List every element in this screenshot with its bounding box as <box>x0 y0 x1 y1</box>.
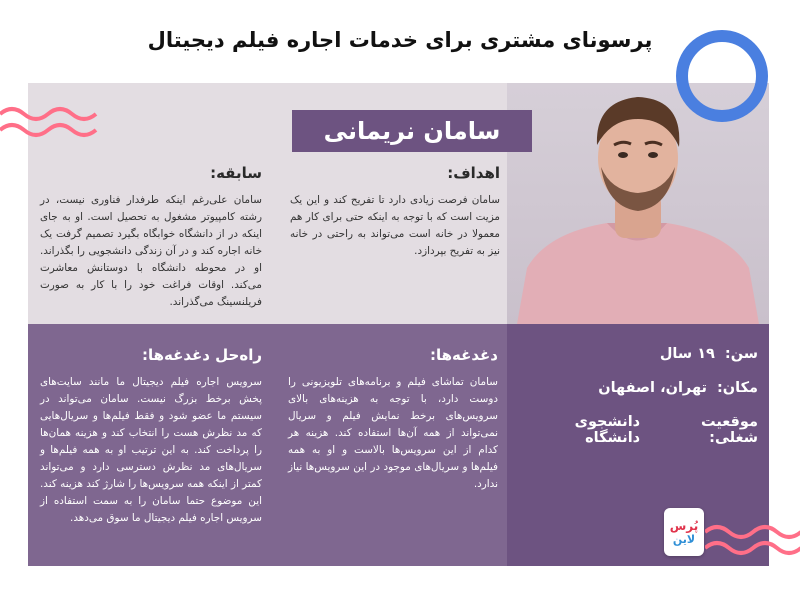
logo-line1: پُرس <box>669 518 699 533</box>
info-age <box>518 346 758 362</box>
solution-body: سرویس اجاره فیلم دیجیتال ما مانند سایت‌های پخش برخط بزرگ نیست. سامان می‌تواند در سیستم ما عضو شود و فقط فیلم‌ها و سریال‌هایی که مد نظرش هست را انتخاب کند و هزینه همان‌ها را پرداخت کند. به این ترتیب او به همه فیلم‌ها و سریال‌های مد نظرش دسترسی دارد و می‌تواند کمتر از اینکه همه سرویس‌ها را شارژ کند هزینه کند. این موضوع حتما سامان را به سمت استفاده از سرویس اجاره فیلم دیجیتال ما سوق می‌دهد. <box>40 376 262 524</box>
info-job-value: دانشجوی دانشگاه <box>574 414 641 446</box>
goals-title: اهداف: <box>447 164 500 182</box>
goals-section <box>290 164 500 260</box>
background-body: سامان علی‌رغم اینکه طرفدار فناوری نیست، در رشته کامپیوتر مشغول به تحصیل است. او به جای اینکه در از دانشگاه خوابگاه بگیرد تصمیم گرفت یک خانه اجاره کند و در آن زندگی دانشجویی را بگذراند. او در محوطه دانشگاه با دوستانش معاشرت می‌کند. اوقات فراغت خود را با کار به صورت فریلنسینگ می‌گذراند. <box>40 194 262 308</box>
wave-decoration-left <box>0 102 100 142</box>
logo-line2: لاین <box>672 532 696 546</box>
background-title: سابقه: <box>210 164 262 182</box>
page-title: پرسونای مشتری برای خدمات اجاره فیلم دیجیتال <box>147 28 653 52</box>
info-age-value: ۱۹ سال <box>659 346 715 362</box>
solution-section <box>40 346 262 527</box>
goals-body: سامان فرصت زیادی دارد تا تفریح کند و این یک مزیت است که با توجه به اینکه حتی برای کار هم معمولا در خانه است می‌تواند به راحتی در خانه نیز به تفریح بپردازد. <box>290 194 500 257</box>
solution-title: راه‌حل دغدغه‌ها: <box>141 346 262 364</box>
brand-logo <box>664 508 704 556</box>
info-list <box>518 346 758 446</box>
info-job-label: موقعیت شغلی: <box>700 414 758 446</box>
info-location-value: تهران، اصفهان <box>598 380 707 396</box>
info-age-label: سن: <box>724 346 758 362</box>
persona-name: سامان نریمانی <box>292 110 532 152</box>
ring-decoration <box>672 26 772 126</box>
concerns-section <box>288 346 498 493</box>
concerns-body: سامان تماشای فیلم و برنامه‌های تلویزیونی را دوست دارد، با توجه به هزینه‌های بالای سرویس‌های برخط نمایش فیلم و سریال نمی‌تواند از همه آن‌ها استفاده کند. هزینه هر کدام از این سرویس‌ها بالاست و او به همه فیلم‌ها و سریال‌های موجود در این سرویس‌ها نیاز ندارد. <box>288 376 498 490</box>
concerns-title: دغدغه‌ها: <box>430 346 498 364</box>
info-job <box>518 414 758 446</box>
background-section <box>40 164 262 311</box>
wave-decoration-right <box>705 520 800 560</box>
info-location-label: مکان: <box>716 380 758 396</box>
info-location <box>518 380 758 396</box>
